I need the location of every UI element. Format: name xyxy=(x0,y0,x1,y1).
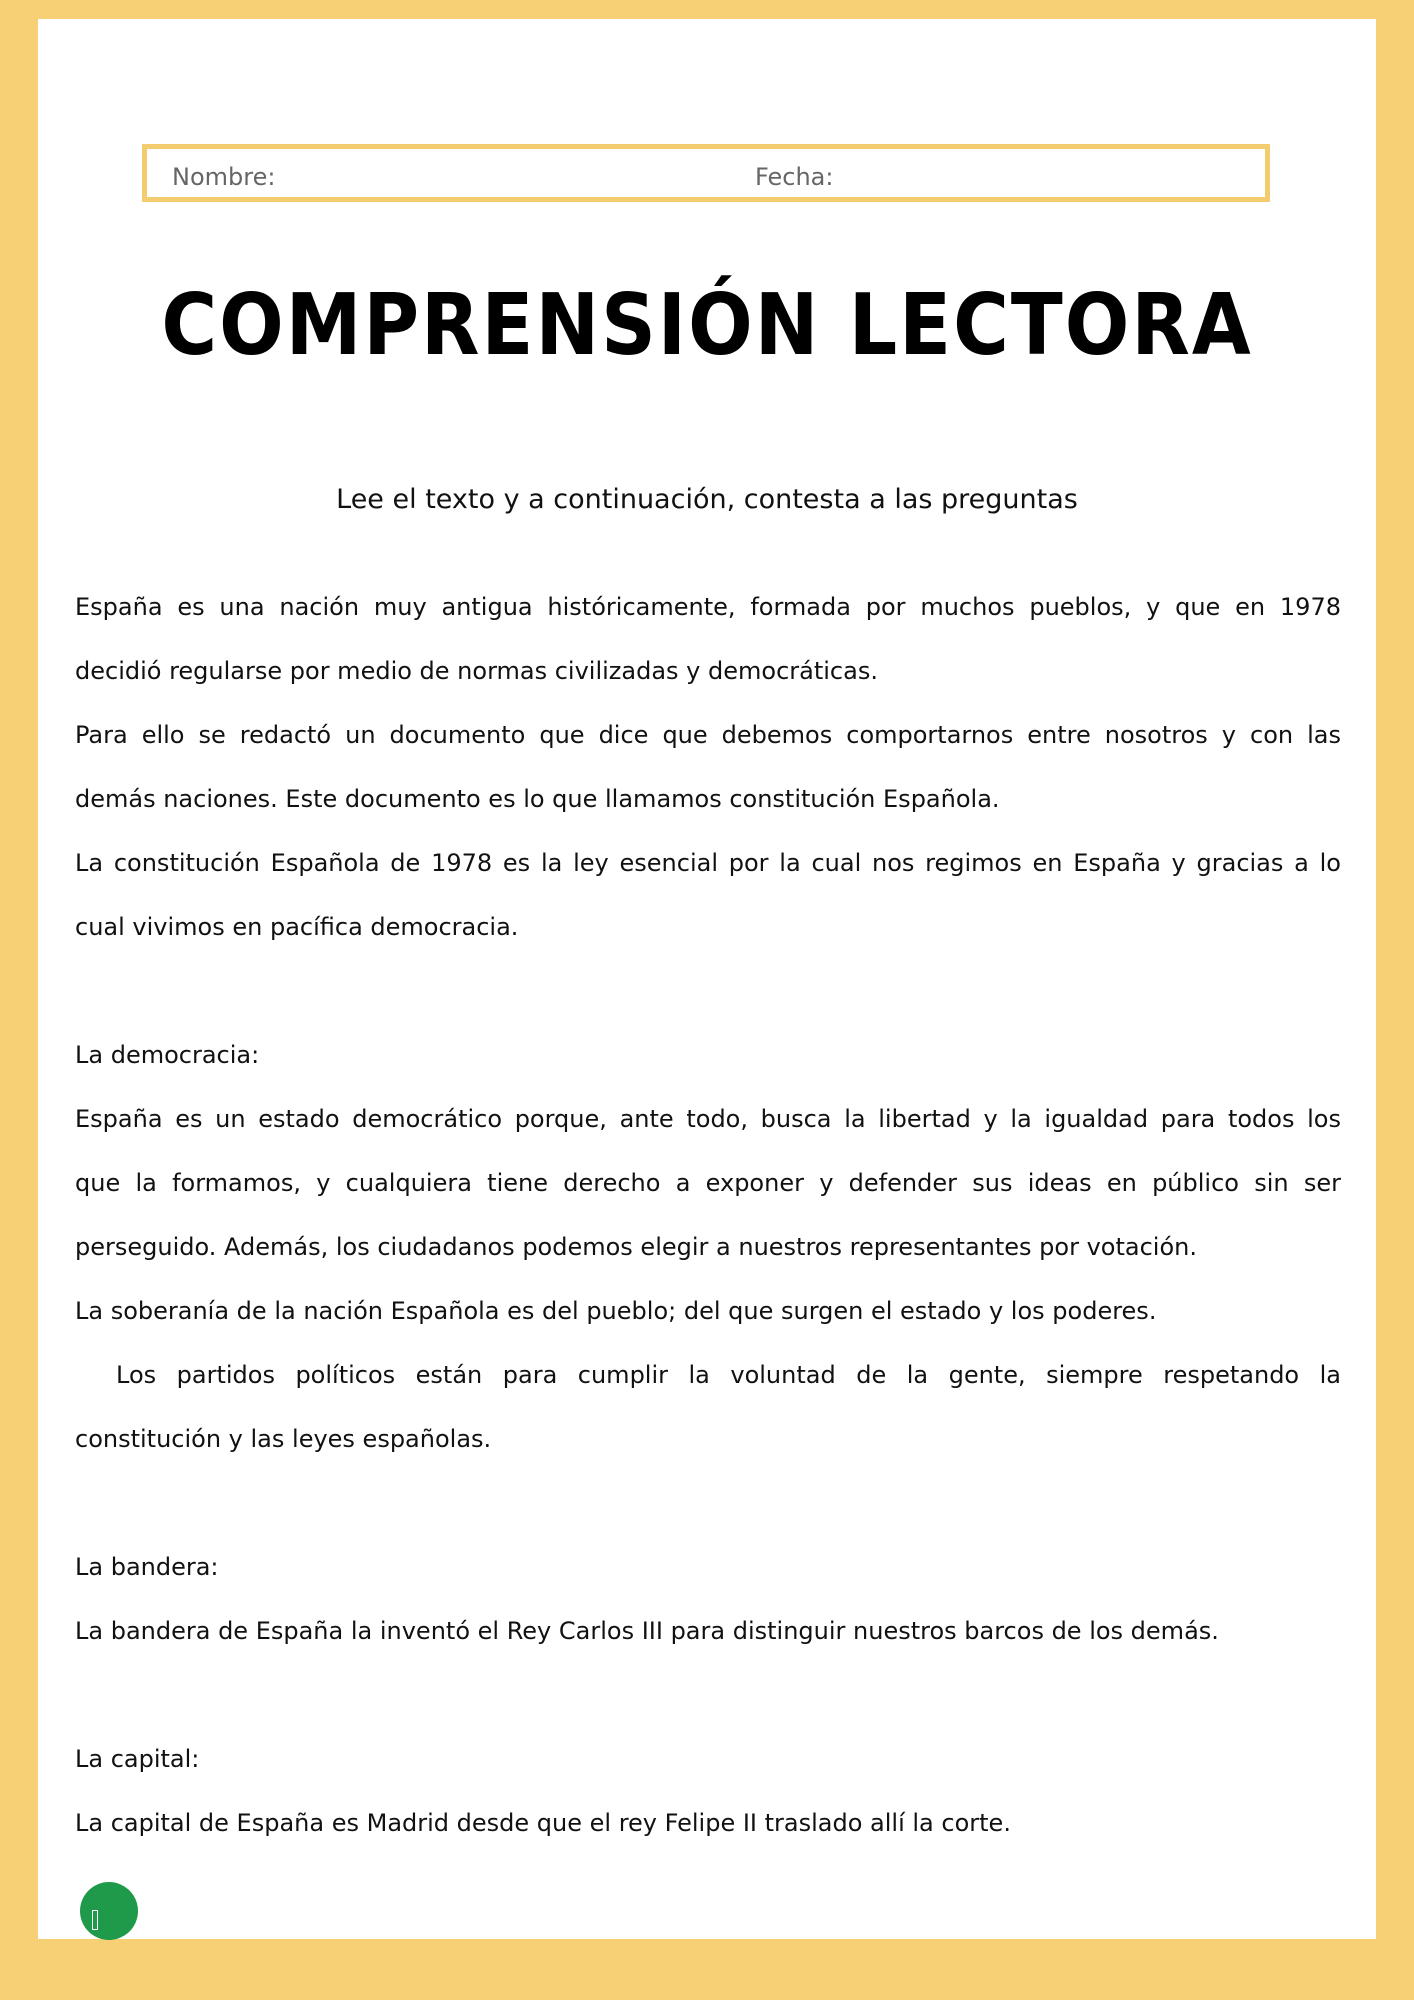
text-line: demás naciones. Este documento es lo que llamamos constitución Española. xyxy=(75,785,1000,813)
text-line: constitución y las leyes españolas. xyxy=(75,1425,492,1453)
text-line: España es una nación muy antigua históricamente, formada por muchos pueblos, y que en 1978 xyxy=(75,593,1341,621)
blank-line xyxy=(75,959,1341,1023)
blank-line xyxy=(75,1663,1341,1727)
section-heading: La bandera: xyxy=(75,1553,219,1581)
text-line: La bandera de España la inventó el Rey Carlos III para distinguir nuestros barcos de los demás. xyxy=(75,1617,1219,1645)
text-line: cual vivimos en pacífica democracia. xyxy=(75,913,519,941)
fecha-label: Fecha: xyxy=(755,163,834,191)
section-heading: La democracia: xyxy=(75,1041,260,1069)
text-line: Los partidos políticos están para cumplir la voluntad de la gente, siempre respetando la xyxy=(75,1361,1341,1389)
pencil-icon xyxy=(92,1910,98,1930)
pencil-logo-icon xyxy=(80,1882,138,1940)
text-line: decidió regularse por medio de normas civilizadas y democráticas. xyxy=(75,657,878,685)
text-line: La constitución Española de 1978 es la ley esencial por la cual nos regimos en España y gracias a lo xyxy=(75,849,1341,877)
reading-text xyxy=(75,575,1341,1855)
text-line: La capital de España es Madrid desde que el rey Felipe II traslado allí la corte. xyxy=(75,1809,1011,1837)
text-line: que la formamos, y cualquiera tiene derecho a exponer y defender sus ideas en público sin ser xyxy=(75,1169,1341,1197)
page-title: COMPRENSIÓN LECTORA xyxy=(161,274,1253,375)
text-line: perseguido. Además, los ciudadanos podemos elegir a nuestros representantes por votación. xyxy=(75,1233,1197,1261)
nombre-label: Nombre: xyxy=(172,163,276,191)
instructions: Lee el texto y a continuación, contesta a las preguntas xyxy=(336,484,1078,515)
section-heading: La capital: xyxy=(75,1745,200,1773)
blank-line xyxy=(75,1471,1341,1535)
text-line: Para ello se redactó un documento que dice que debemos comportarnos entre nosotros y con las xyxy=(75,721,1341,749)
text-line: España es un estado democrático porque, ante todo, busca la libertad y la igualdad para todos los xyxy=(75,1105,1341,1133)
text-line: La soberanía de la nación Española es del pueblo; del que surgen el estado y los poderes. xyxy=(75,1297,1157,1325)
name-date-box xyxy=(142,144,1270,202)
worksheet-page xyxy=(38,19,1376,1939)
